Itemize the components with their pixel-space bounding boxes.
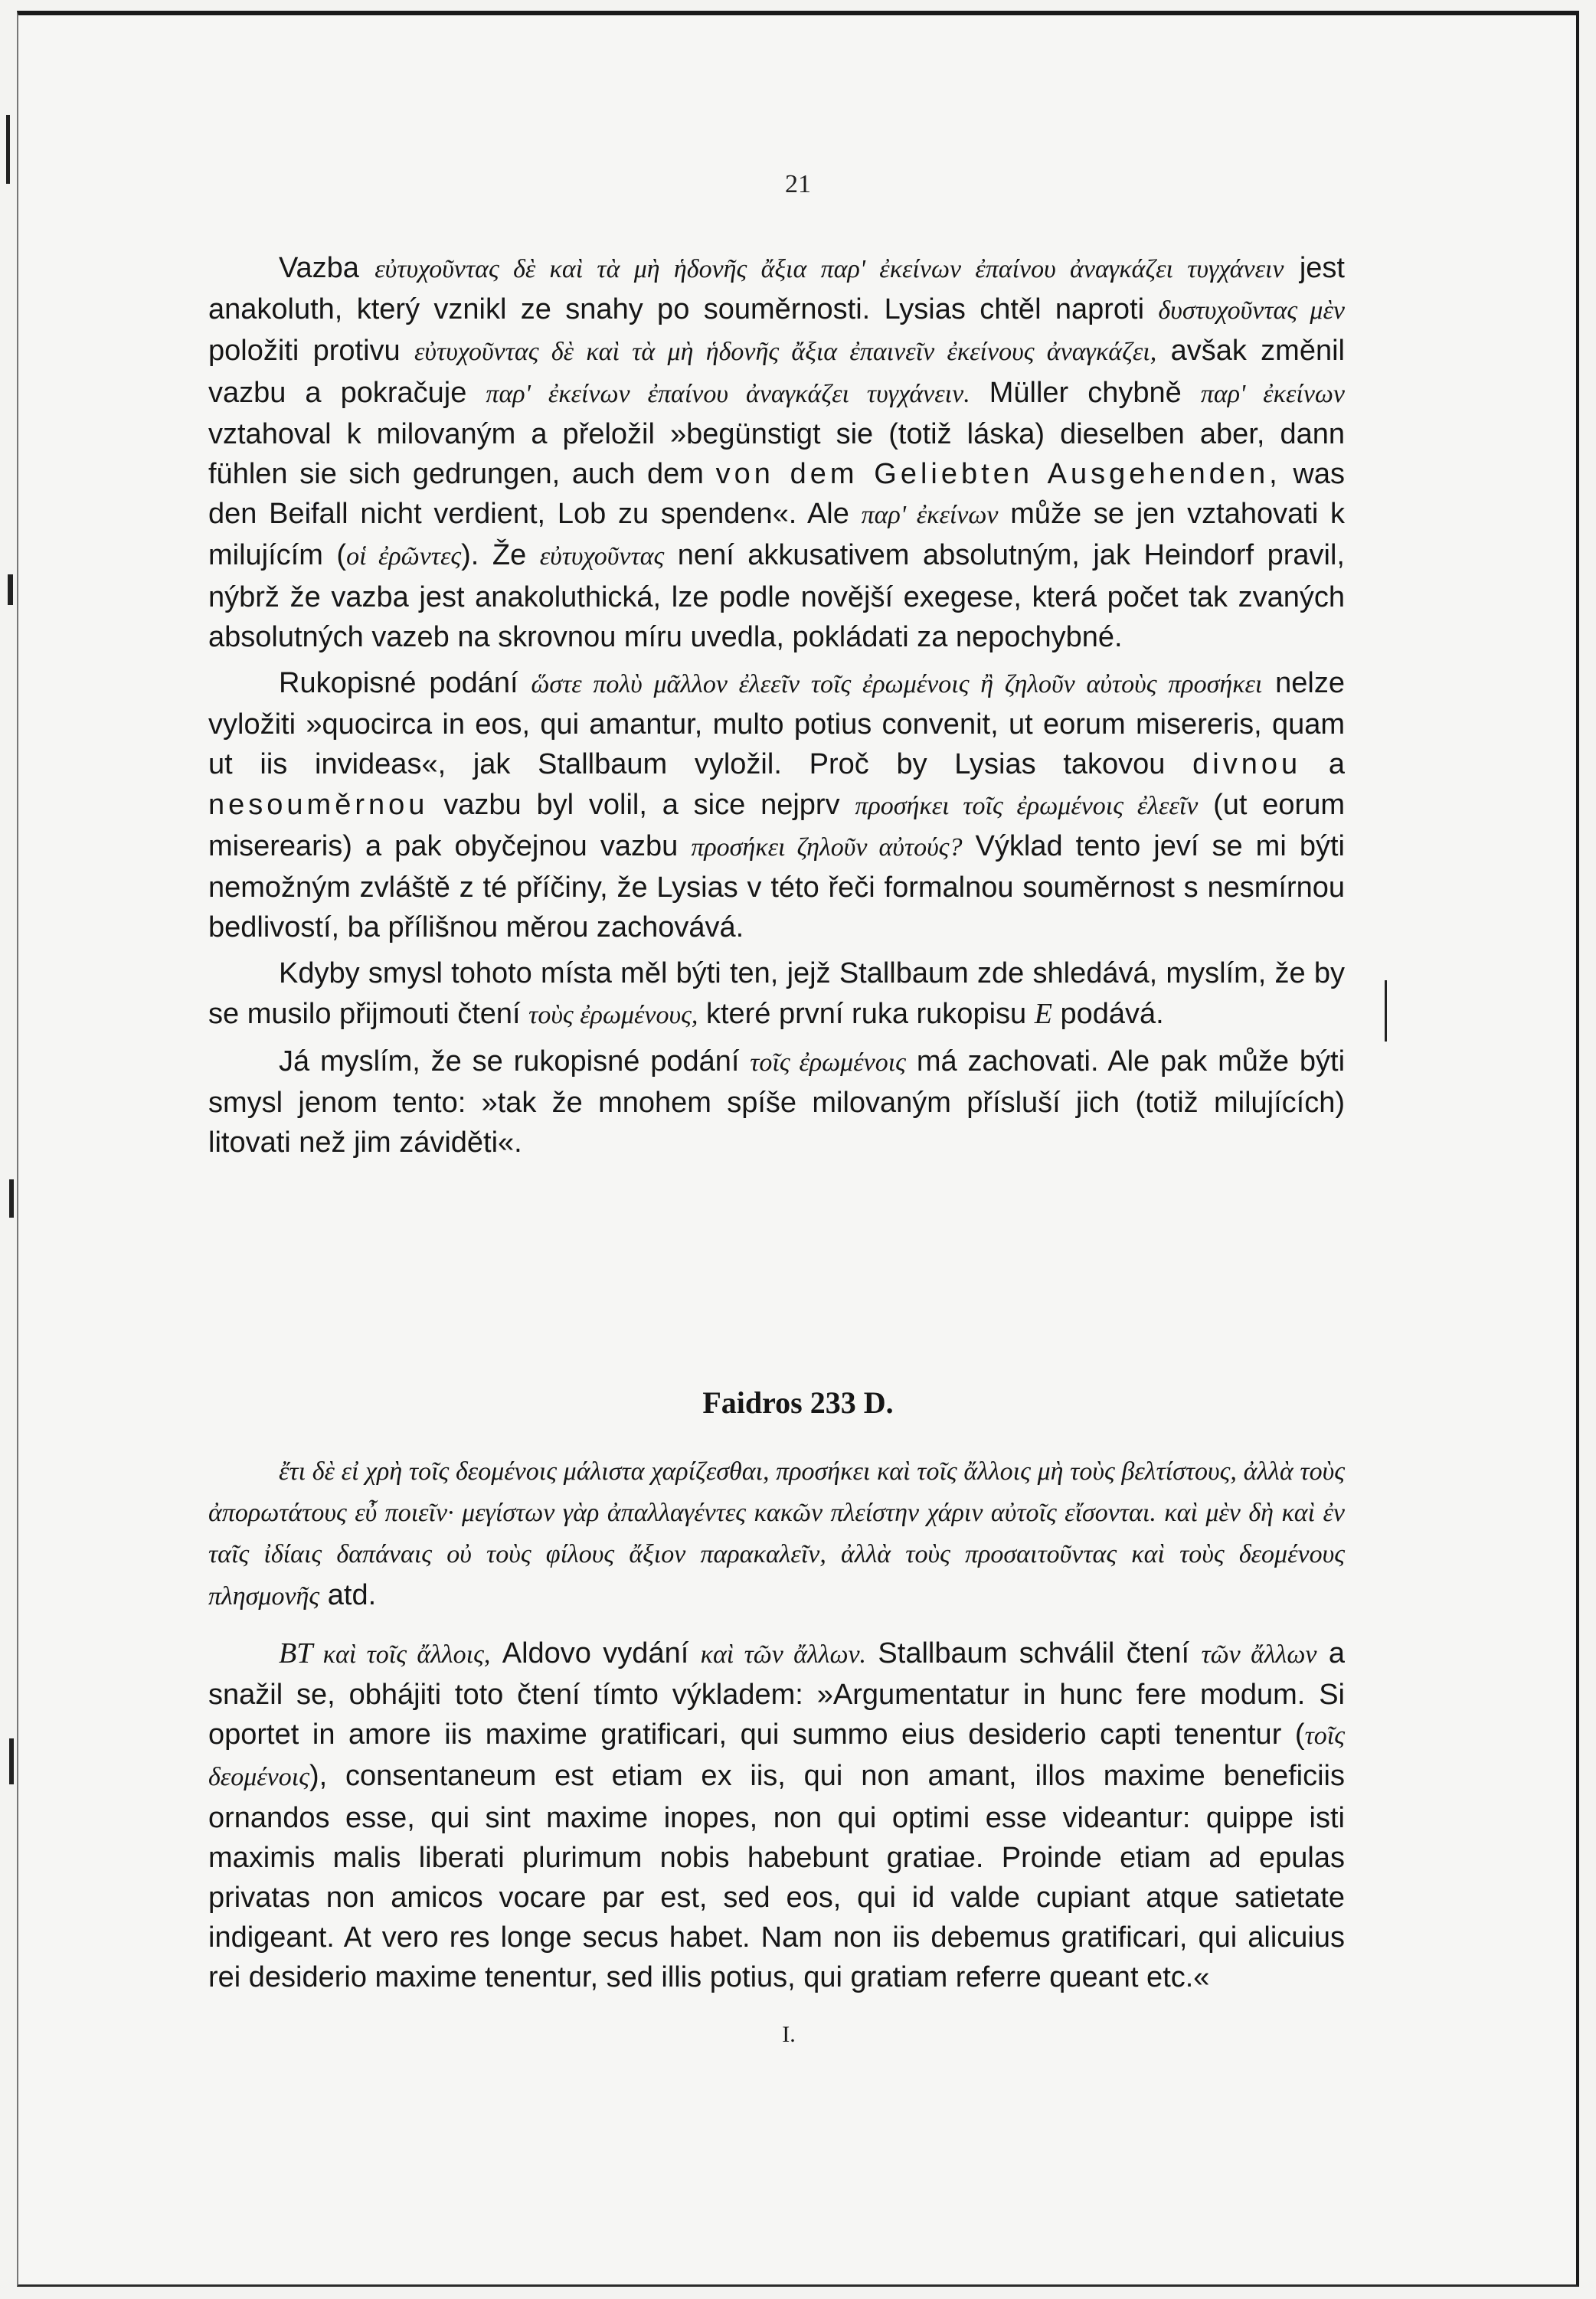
section-1-body [208, 248, 1345, 1169]
margin-mark [1385, 980, 1387, 1042]
paragraph: Já myslím, že se rukopisné podání τοῖς ἐρωμένοις má zachovati. Ale pak může býti smysl jenom tento: »tak že mnohem spíše milovaným přísluší jich (totiž milujících) litovati než jim záviděti«. [208, 1045, 1346, 1159]
greek-text: τοὺς ἐρωμένους, [528, 1000, 698, 1029]
manuscript-siglum: E [1034, 997, 1052, 1030]
margin-mark [9, 1738, 14, 1784]
greek-text: ἔτι δὲ εἰ χρὴ τοῖς δεομένοις μάλιστα χαρίζεσθαι, προσήκει καὶ τοῖς ἄλλοις μὴ τοὺς βελτίστους, ἀλλὰ τοὺς ἀπορωτάτους εὖ ποιεῖν· μεγίστων γὰρ ἀπαλλαγέντες κακῶν πλείστην χάριν αὐτοῖς εἴσονται. καὶ μὲν δὴ καὶ ἐν ταῖς ἰδίαις δαπάναις οὐ τοὺς φίλους ἄξιον παρακαλεῖν, ἀλλὰ τοὺς προσαιτοῦντας καὶ τοὺς δεομένους πλησμονῆς [208, 1457, 1345, 1611]
margin-mark [9, 1179, 14, 1218]
paragraph: Rukopisné podání ὥστε πολὺ μᾶλλον ἐλεεῖν τοῖς ἐρωμένοις ἢ ζηλοῦν αὐτοὺς προσήκει nelze vyložiti »quocirca in eos, qui amantur, multo potius convenit, ut eorum misereris, quam ut iis invideas«, jak Stallbaum vyložil. Proč by Lysias takovou divnou a nesouměrnou vazbu byl volil, a sice nejprv προσήκει τοῖς ἐρωμένοις ἐλεεῖν (ut eorum miserearis) a pak obyčejnou vazbu προσήκει ζηλοῦν αὐτούς? Výklad tento jeví se mi býti nemožným zvláště z té příčiny, že Lysias v této řeči formalnou souměrnost s nesmírnou bedlivostí, ba přílišnou měrou zachovává. [208, 667, 1345, 944]
manuscript-siglum: BT [279, 1637, 313, 1669]
section-2-body [208, 1450, 1345, 2004]
greek-text: τοῖς ἐρωμένοις [750, 1048, 906, 1077]
spaced-text: nesouměrnou [208, 788, 429, 821]
greek-text: τῶν ἄλλων [1201, 1640, 1317, 1669]
greek-text: εὐτυχοῦντας [539, 542, 665, 571]
spaced-text: von dem Geliebten Ausgehenden, [715, 458, 1281, 491]
signature-mark: I. [782, 2022, 796, 2047]
paragraph: BT καὶ τοῖς ἄλλοις, Aldovo vydání καὶ τῶν ἄλλων. Stallbaum schválil čtení τῶν ἄλλων a snažil se, obhájiti toto čtení tímto výkladem: »Argumentatur in hunc fere modum. Si oportet in amore iis maxime gratificari, qui summo eius desiderio capti tenentur (τοῖς δεομένοις), consentaneum est etiam ex iis, qui non amant, illos maxime beneficiis ornandos esse, qui sint maxime inopes, non qui optimi esse videantur: quippe isti maximis malis liberati plurimum nobis habebunt gratiae. Proinde etiam ad epulas privatas non amicos vocare par est, sed eos, qui id valde cupiant atque satietate indigeant. At vero res longe secus habet. Nam non iis debemus gratificari, qui alicuius rei desiderio maxime tenentur, sed illis potius, qui gratiam referre queant etc.« [208, 1637, 1345, 1994]
greek-text: οἱ ἐρῶντες [346, 542, 462, 571]
margin-mark [8, 574, 13, 605]
greek-text: προσήκει ζηλοῦν αὐτούς? [691, 832, 963, 862]
greek-quotation: ἔτι δὲ εἰ χρὴ τοῖς δεομένοις μάλιστα χαρίζεσθαι, προσήκει καὶ τοῖς ἄλλοις μὴ τοὺς βελτίστους, ἀλλὰ τοὺς ἀπορωτάτους εὖ ποιεῖν· μεγίστων γὰρ ἀπαλλαγέντες κακῶν πλείστην χάριν αὐτοῖς εἴσονται. καὶ μὲν δὴ καὶ ἐν ταῖς ἰδίαις δαπάναις οὐ τοὺς φίλους ἄξιον παρακαλεῖν, ἀλλὰ τοὺς προσαιτοῦντας καὶ τοὺς δεομένους πλησμονῆς atd. [208, 1457, 1345, 1611]
spaced-text: divnou [1192, 748, 1302, 781]
greek-text: καὶ τοῖς ἄλλοις, [312, 1640, 491, 1669]
greek-text: καὶ τῶν ἄλλων. [700, 1640, 867, 1669]
section-heading: Faidros 233 D. [702, 1385, 894, 1420]
paragraph: Vazba εὐτυχοῦντας δὲ καὶ τὰ μὴ ἡδονῆς ἄξια παρ' ἐκείνων ἐπαίνου ἀναγκάζει τυγχάνειν jest anakoluth, který vznikl ze snahy po souměrnosti. Lysias chtěl naproti δυστυχοῦντας μὲν položiti protivu εὐτυχοῦντας δὲ καὶ τὰ μὴ ἡδονῆς ἄξια ἐπαινεῖν ἐκείνους ἀναγκάζει, avšak změnil vazbu a pokračuje παρ' ἐκείνων ἐπαίνου ἀναγκάζει τυγχάνειν. Müller chybně παρ' ἐκείνων vztahoval k milovaným a přeložil »begünstigt sie (totiž láska) dieselben aber, dann fühlen sie sich gedrungen, auch dem von dem Geliebten Ausgehenden, was den Beifall nicht verdient, Lob zu spenden«. Ale παρ' ἐκείνων může se jen vztahovati k milujícím (οἱ ἐρῶντες). Že εὐτυχοῦντας není akkusativem absolutným, jak Heindorf pravil, nýbrž že vazba jest anakoluthická, lze podle novější exegese, která počet tak zvaných absolutných vazeb na skrovnou míru uvedla, pokládati za nepochybné. [208, 252, 1346, 653]
greek-text: παρ' ἐκείνων [1200, 379, 1346, 408]
paragraph: Kdyby smysl tohoto místa měl býti ten, jejž Stallbaum zde shledává, myslím, že by se musilo přijmouti čtení τοὺς ἐρωμένους, které první ruka rukopisu E podává. [208, 957, 1345, 1030]
page-number: 21 [785, 170, 811, 198]
greek-text: ὥστε πολὺ μᾶλλον ἐλεεῖν τοῖς ἐρωμένοις ἢ ζηλοῦν αὐτοὺς προσήκει [531, 670, 1263, 699]
greek-text: δυστυχοῦντας μὲν [1158, 296, 1345, 325]
greek-text: παρ' ἐκείνων [861, 501, 999, 530]
greek-text: προσήκει τοῖς ἐρωμένοις ἐλεεῖν [855, 791, 1199, 820]
greek-text: παρ' ἐκείνων ἐπαίνου ἀναγκάζει τυγχάνειν. [486, 379, 970, 408]
greek-text: εὐτυχοῦντας δὲ καὶ τὰ μὴ ἡδονῆς ἄξια παρ' ἐκείνων ἐπαίνου ἀναγκάζει τυγχάνειν [374, 255, 1284, 283]
greek-text: τοῖς δεομένοις [208, 1722, 1345, 1792]
greek-text: εὐτυχοῦντας δὲ καὶ τὰ μὴ ἡδονῆς ἄξια ἐπαινεῖν ἐκείνους ἀναγκάζει, [414, 338, 1157, 367]
